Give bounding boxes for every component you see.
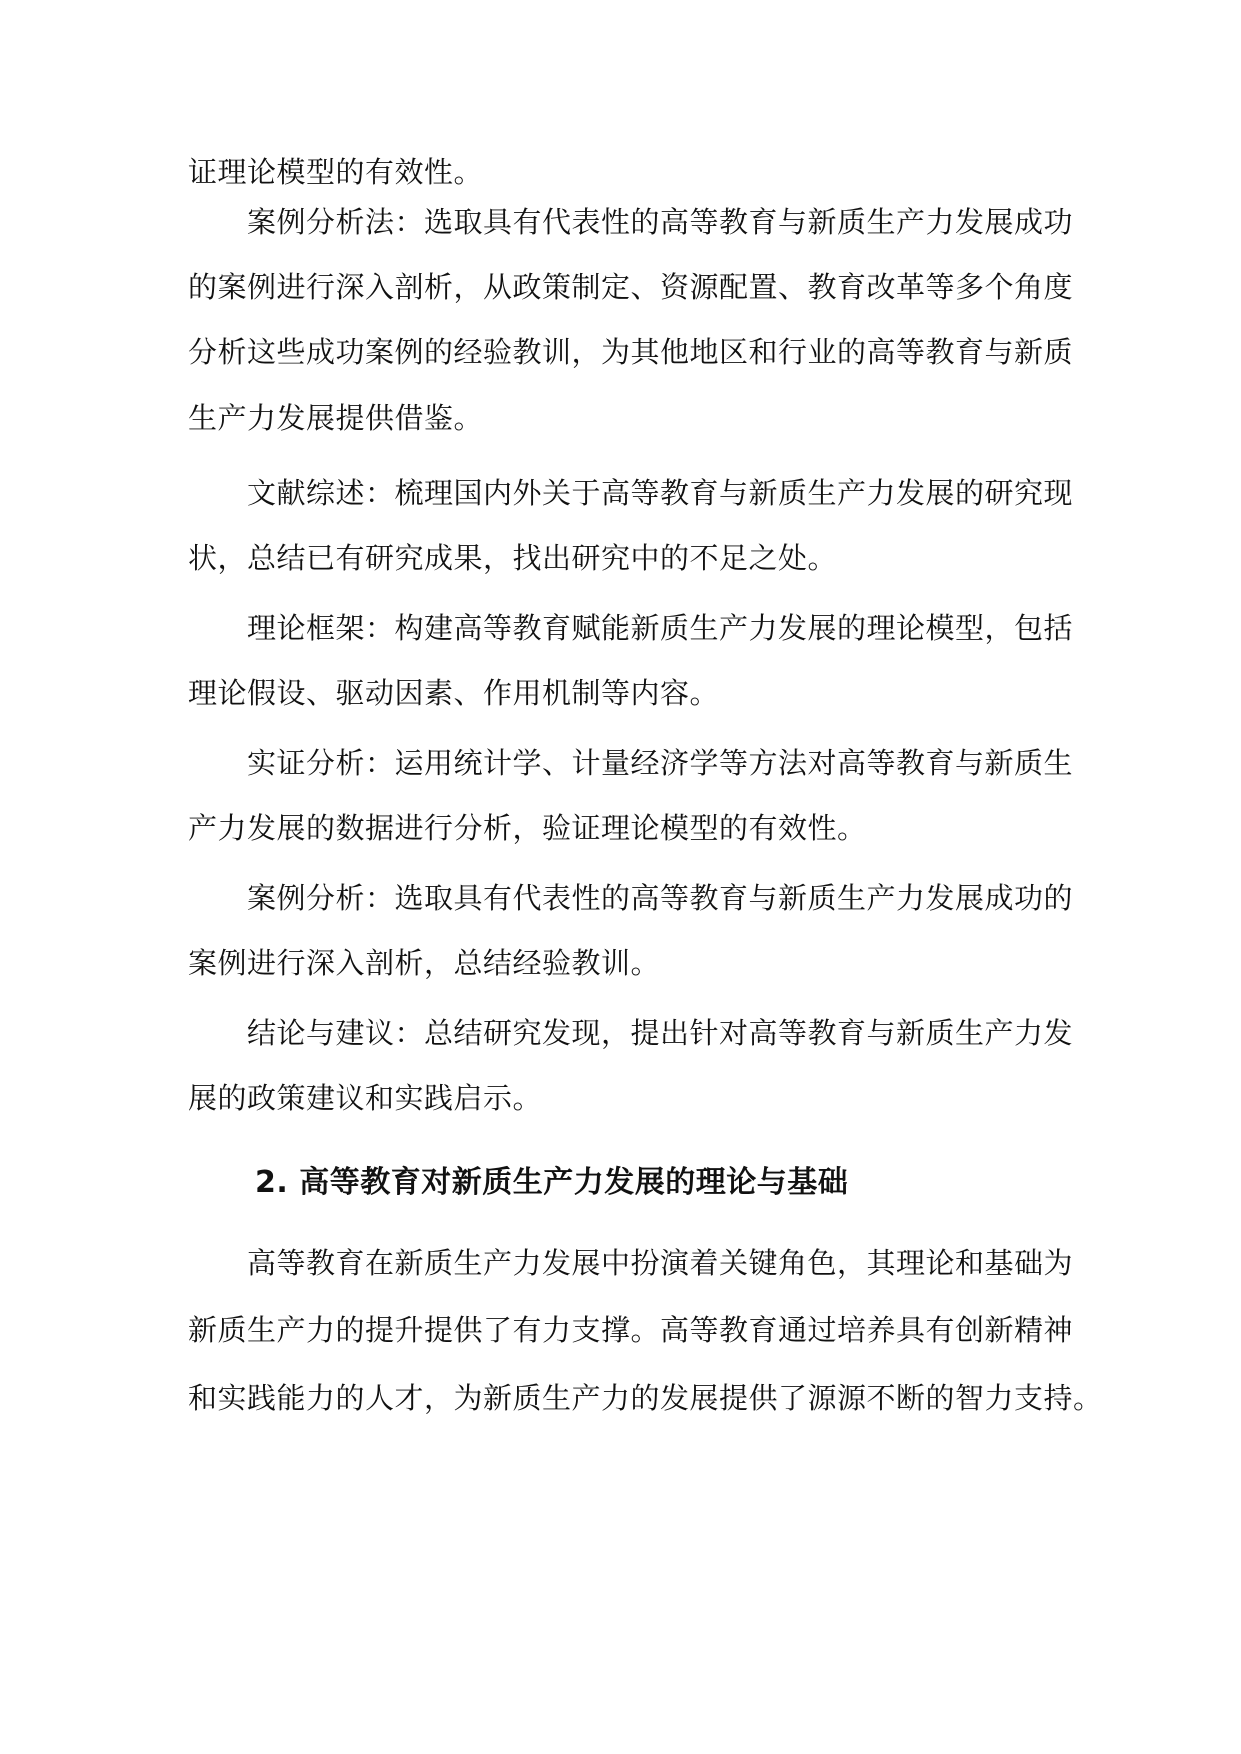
text-line: 高等教育在新质生产力发展中扮演着关键角色，其理论和基础为 <box>247 1246 1074 1280</box>
text-line: 理论框架：构建高等教育赋能新质生产力发展的理论模型，包括 <box>247 611 1074 645</box>
text-line: 产力发展的数据进行分析，验证理论模型的有效性。 <box>188 811 867 845</box>
text-line: 结论与建议：总结研究发现，提出针对高等教育与新质生产力发 <box>247 1016 1074 1050</box>
text-line: 证理论模型的有效性。 <box>188 155 484 189</box>
text-line: 生产力发展提供借鉴。 <box>188 401 484 435</box>
text-line: 理论假设、驱动因素、作用机制等内容。 <box>188 676 720 710</box>
text-line: 和实践能力的人才，为新质生产力的发展提供了源源不断的智力支持。 <box>188 1381 1103 1415</box>
text-line: 分析这些成功案例的经验教训，为其他地区和行业的高等教育与新质 <box>188 335 1074 369</box>
text-line: 案例进行深入剖析，总结经验教训。 <box>188 946 661 980</box>
text-line: 的案例进行深入剖析，从政策制定、资源配置、教育改革等多个角度 <box>188 270 1074 304</box>
section-heading: 2. 高等教育对新质生产力发展的理论与基础 <box>255 1165 849 1200</box>
text-line: 新质生产力的提升提供了有力支撑。高等教育通过培养具有创新精神 <box>188 1313 1074 1347</box>
text-line: 案例分析：选取具有代表性的高等教育与新质生产力发展成功的 <box>247 881 1074 915</box>
text-line: 展的政策建议和实践启示。 <box>188 1081 543 1115</box>
text-line: 文献综述：梳理国内外关于高等教育与新质生产力发展的研究现 <box>247 476 1074 510</box>
text-line: 实证分析：运用统计学、计量经济学等方法对高等教育与新质生 <box>247 746 1074 780</box>
text-line: 案例分析法：选取具有代表性的高等教育与新质生产力发展成功 <box>247 205 1074 239</box>
text-line: 状，总结已有研究成果，找出研究中的不足之处。 <box>188 541 838 575</box>
